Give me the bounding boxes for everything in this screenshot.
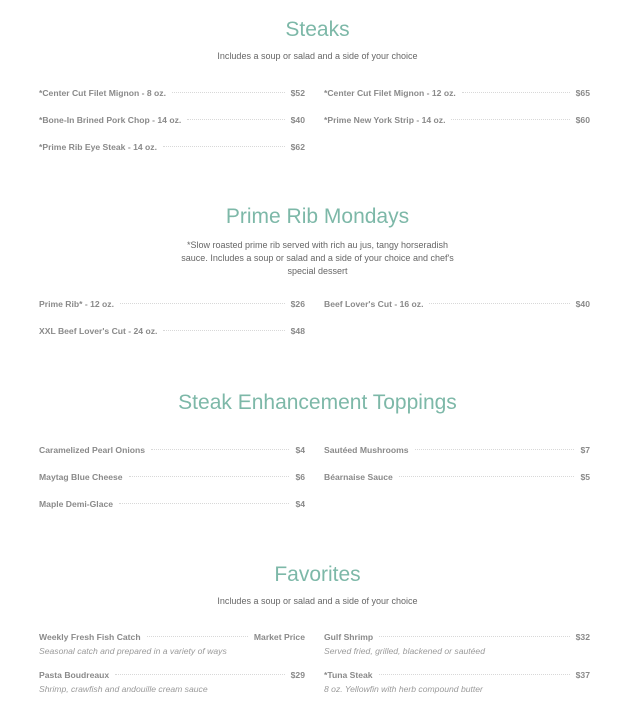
dot-leader	[163, 146, 285, 147]
item-price: Market Price	[253, 632, 305, 642]
section-subtitle: Includes a soup or salad and a side of your choice	[217, 596, 418, 606]
item-price: $40	[290, 115, 305, 125]
dot-leader	[129, 476, 290, 477]
item-description: Served fried, grilled, blackened or sautéed	[324, 646, 485, 656]
item-name: *Tuna Steak	[324, 670, 373, 680]
section-title: Steaks	[285, 18, 350, 41]
item-price: $48	[290, 326, 305, 336]
item-name: *Prime Rib Eye Steak - 14 oz.	[39, 142, 157, 152]
item-name: *Center Cut Filet Mignon - 12 oz.	[324, 88, 456, 98]
menu-item	[39, 445, 305, 457]
menu-item	[39, 88, 305, 100]
dot-leader	[119, 503, 289, 504]
menu-item	[39, 632, 305, 656]
item-price: $37	[575, 670, 590, 680]
dot-leader	[115, 674, 284, 675]
item-name: Prime Rib* - 12 oz.	[39, 299, 114, 309]
section-subtitle: *Slow roasted prime rib served with rich au jus, tangy horseradish sauce. Includes a soup or salad and a side of your choice and chef's special dessert	[181, 240, 454, 276]
item-name: *Center Cut Filet Mignon - 8 oz.	[39, 88, 166, 98]
menu-item	[324, 299, 590, 311]
menu-item	[39, 326, 305, 338]
item-name: *Prime New York Strip - 14 oz.	[324, 115, 446, 125]
item-name: Sautéed Mushrooms	[324, 445, 409, 455]
item-description: Shrimp, crawfish and andouille cream sauce	[39, 684, 208, 694]
dot-leader	[163, 330, 284, 331]
item-name: Maple Demi-Glace	[39, 499, 114, 509]
item-description: Seasonal catch and prepared in a variety of ways	[39, 646, 227, 656]
item-name: XXL Beef Lover's Cut - 24 oz.	[39, 326, 158, 336]
section-title: Prime Rib Mondays	[225, 205, 410, 228]
section-toppings	[0, 391, 635, 415]
section-subtitle: Includes a soup or salad and a side of your choice	[217, 51, 418, 61]
dot-leader	[187, 119, 284, 120]
item-price: $62	[290, 142, 305, 152]
item-name: Weekly Fresh Fish Catch	[39, 632, 141, 642]
dot-leader	[120, 303, 285, 304]
dot-leader	[462, 92, 570, 93]
section-steaks	[0, 18, 635, 63]
item-price: $29	[290, 670, 305, 680]
menu-item	[39, 499, 305, 511]
menu-item	[39, 299, 305, 311]
menu-item	[324, 670, 590, 694]
dot-leader	[172, 92, 285, 93]
dot-leader	[379, 636, 569, 637]
item-description: 8 oz. Yellowfin with herb compound butter	[324, 684, 483, 694]
menu-item	[39, 472, 305, 484]
menu-item	[324, 632, 590, 656]
item-price: $6	[295, 472, 305, 482]
section-prime-rib-mondays	[0, 205, 635, 278]
menu-item	[39, 142, 305, 154]
item-name: Beef Lover's Cut - 16 oz.	[324, 299, 424, 309]
item-price: $32	[575, 632, 590, 642]
section-title: Steak Enhancement Toppings	[178, 391, 457, 414]
item-price: $40	[575, 299, 590, 309]
dot-leader	[379, 674, 570, 675]
menu-item	[39, 115, 305, 127]
item-name: Béarnaise Sauce	[324, 472, 393, 482]
menu-item	[324, 115, 590, 127]
menu-item	[324, 445, 590, 457]
dot-leader	[451, 119, 569, 120]
menu-item	[324, 88, 590, 100]
item-price: $52	[290, 88, 305, 98]
dot-leader	[429, 303, 569, 304]
item-price: $4	[295, 499, 305, 509]
item-price: $7	[580, 445, 590, 455]
item-price: $4	[295, 445, 305, 455]
item-price: $65	[575, 88, 590, 98]
menu-item	[324, 472, 590, 484]
dot-leader	[415, 449, 575, 450]
item-name: *Bone-In Brined Pork Chop - 14 oz.	[39, 115, 182, 125]
dot-leader	[151, 449, 289, 450]
dot-leader	[399, 476, 575, 477]
item-name: Gulf Shrimp	[324, 632, 374, 642]
section-title: Favorites	[274, 563, 361, 586]
section-favorites	[0, 563, 635, 608]
item-price: $5	[580, 472, 590, 482]
item-price: $26	[290, 299, 305, 309]
item-name: Pasta Boudreaux	[39, 670, 110, 680]
item-name: Caramelized Pearl Onions	[39, 445, 146, 455]
dot-leader	[147, 636, 248, 637]
menu-item	[39, 670, 305, 694]
item-price: $60	[575, 115, 590, 125]
item-name: Maytag Blue Cheese	[39, 472, 123, 482]
